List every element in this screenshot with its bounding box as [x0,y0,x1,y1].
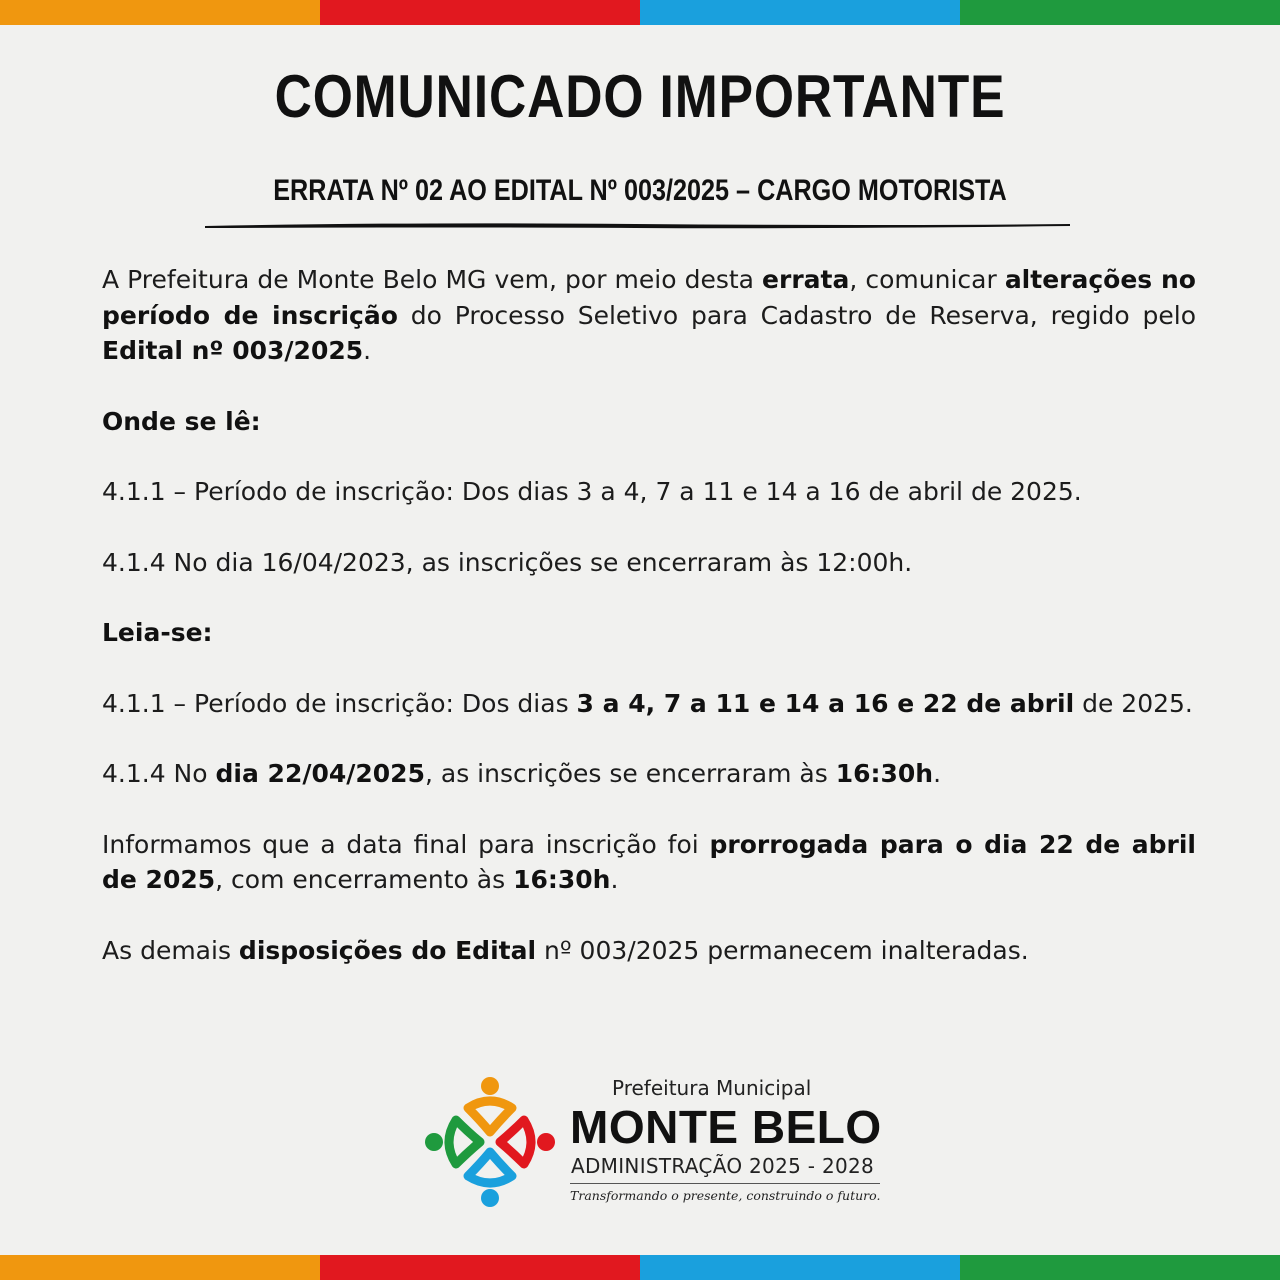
people-circle-logo-icon [420,1072,560,1212]
errata-subtitle: ERRATA Nº 02 AO EDITAL Nº 003/2025 – CARGO MOTORISTA [273,174,1007,207]
page-title: COMUNICADO IMPORTANTE [274,63,1006,130]
onde-item-411: 4.1.1 – Período de inscrição: Dos dias 3 a 4, 7 a 11 e 14 a 16 de abril de 2025. [102,477,1082,506]
bottom-color-stripe [0,1255,1280,1280]
intro-paragraph: A Prefeitura de Monte Belo MG vem, por meio desta errata, comunicar alterações no período de inscrição do Processo Seletivo para Cadastro de Reserva, regido pelo Edital nº 003/2025. [102,265,1196,365]
info-paragraph: Informamos que a data final para inscrição foi prorrogada para o dia 22 de abril de 2025, com encerramento às 16:30h. [102,829,1196,894]
onde-item-414: 4.1.4 No dia 16/04/2023, as inscrições se encerraram às 12:00h. [102,547,913,577]
logo-prefeitura-label: Prefeitura Municipal [612,1076,812,1100]
closing-paragraph: As demais disposições do Edital nº 003/2025 permanecem inalteradas. [102,935,1029,965]
leia-item-414: 4.1.4 No dia 22/04/2025, as inscrições se encerraram às 16:30h. [102,759,942,788]
leia-heading: Leia-se: [102,618,213,647]
logo-divider [570,1183,880,1184]
onde-heading: Onde se lê: [102,406,261,436]
prefeitura-logo [420,1072,890,1212]
logo-slogan: Transformando o presente, construindo o futuro. [570,1188,881,1203]
announcement-body [102,262,1196,968]
brush-stroke-divider [205,220,1070,230]
logo-administration: ADMINISTRAÇÃO 2025 - 2028 [571,1154,875,1178]
leia-item-411: 4.1.1 – Período de inscrição: Dos dias 3 a 4, 7 a 11 e 14 a 16 e 22 de abril de 2025. [102,688,1193,718]
logo-city-name: MONTE BELO [570,1101,882,1153]
top-color-stripe [0,0,1280,25]
